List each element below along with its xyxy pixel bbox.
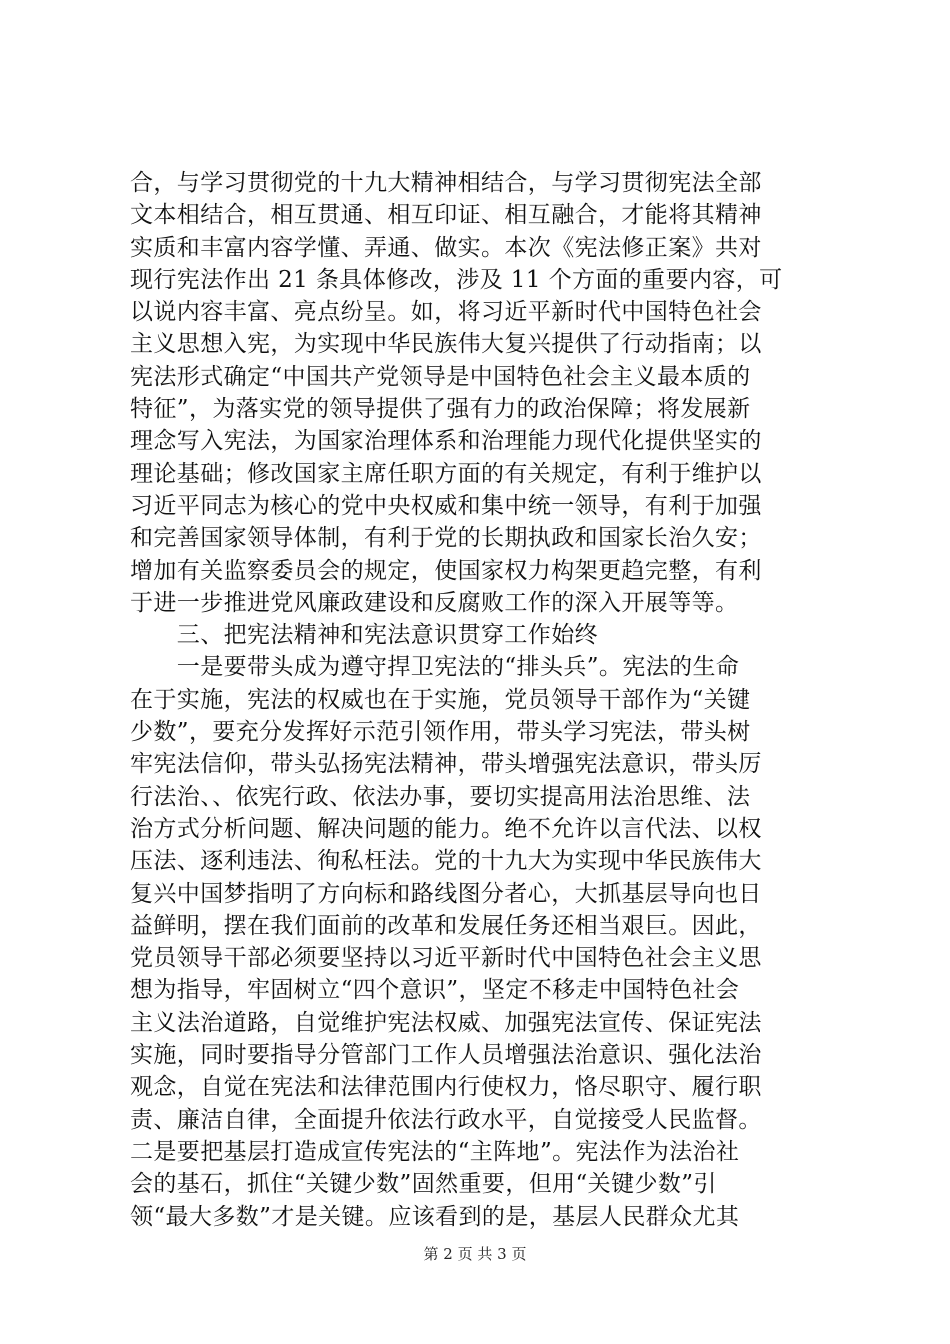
text-line: 理念写入宪法，为国家治理体系和治理能力现代化提供坚实的 xyxy=(130,428,762,455)
text-line: 行法治、、依宪行政、依法办事，要切实提高用法治思维、法 xyxy=(130,783,751,810)
text-line: 复兴中国梦指明了方向标和路线图分者心，大抓基层导向也日 xyxy=(130,880,762,907)
text-line: 牢宪法信仰，带头弘扬宪法精神，带头增强宪法意识，带头厉 xyxy=(130,751,762,778)
text-line: 增加有关监察委员会的规定，使国家权力构架更趋完整，有利 xyxy=(130,557,762,584)
text-line: 主义思想入宪，为实现中华民族伟大复兴提供了行动指南；以 xyxy=(130,331,762,358)
text-line: 实施，同时要指导分管部门工作人员增强法治意识、强化法治 xyxy=(130,1042,762,1069)
text-line: 二是要把基层打造成宣传宪法的“主阵地”。宪法作为法治社 xyxy=(130,1138,740,1165)
text-line: 党员领导干部必须要坚持以习近平新时代中国特色社会主义思 xyxy=(130,945,762,972)
text-line: 主义法治道路，自觉维护宪法权威、加强宪法宣传、保证宪法 xyxy=(130,1009,762,1036)
text-line: 文本相结合，相互贯通、相互印证、相互融合，才能将其精神 xyxy=(130,202,762,229)
section-heading: 三、把宪法精神和宪法意识贯穿工作始终 xyxy=(130,622,598,649)
text-line: 会的基石，抓住“关键少数”固然重要，但用“关键少数”引 xyxy=(130,1171,717,1198)
text-line: 现行宪法作出 21 条具体修改，涉及 11 个方面的重要内容，可 xyxy=(130,266,783,293)
text-line: 领“最大多数”才是关键。应该看到的是，基层人民群众尤其 xyxy=(130,1203,740,1230)
text-line: 特征”，为落实党的领导提供了强有力的政治保障；将发展新 xyxy=(130,396,751,423)
text-line: 实质和丰富内容学懂、弄通、做实。本次《宪法修正案》共对 xyxy=(130,234,762,261)
text-line: 宪法形式确定“中国共产党领导是中国特色社会主义最本质的 xyxy=(130,363,751,390)
text-line: 想为指导，牢固树立“四个意识”，坚定不移走中国特色社会 xyxy=(130,977,740,1004)
text-line: 和完善国家领导体制，有利于党的长期执政和国家长治久安； xyxy=(130,525,762,552)
text-line: 理论基础；修改国家主席任职方面的有关规定，有利于维护以 xyxy=(130,460,762,487)
text-line: 观念，自觉在宪法和法律范围内行使权力，恪尽职守、履行职 xyxy=(130,1074,762,1101)
text-line: 责、廉洁自律，全面提升依法行政水平，自觉接受人民监督。 xyxy=(130,1106,762,1133)
text-line: 以说内容丰富、亮点纷呈。如，将习近平新时代中国特色社会 xyxy=(130,299,762,326)
text-line: 于进一步推进党风廉政建设和反腐败工作的深入开展等等。 xyxy=(130,589,739,616)
text-line: 习近平同志为核心的党中央权威和集中统一领导，有利于加强 xyxy=(130,492,762,519)
document-body xyxy=(130,167,832,1233)
text-line: 压法、逐利违法、徇私枉法。党的十九大为实现中华民族伟大 xyxy=(130,848,762,875)
text-line: 合，与学习贯彻党的十九大精神相结合，与学习贯彻宪法全部 xyxy=(130,170,762,196)
text-line: 一是要带头成为遵守捍卫宪法的“排头兵”。宪法的生命 xyxy=(130,654,740,681)
text-line: 益鲜明，摆在我们面前的改革和发展任务还相当艰巨。因此， xyxy=(130,912,762,939)
text-line: 少数”，要充分发挥好示范引领作用，带头学习宪法，带头树 xyxy=(130,719,751,746)
text-line: 治方式分析问题、解决问题的能力。绝不允许以言代法、以权 xyxy=(130,815,762,842)
page-number-footer: 第 2 页 共 3 页 xyxy=(423,1245,527,1263)
text-line: 在于实施，宪法的权威也在于实施，党员领导干部作为“关键 xyxy=(130,686,751,713)
